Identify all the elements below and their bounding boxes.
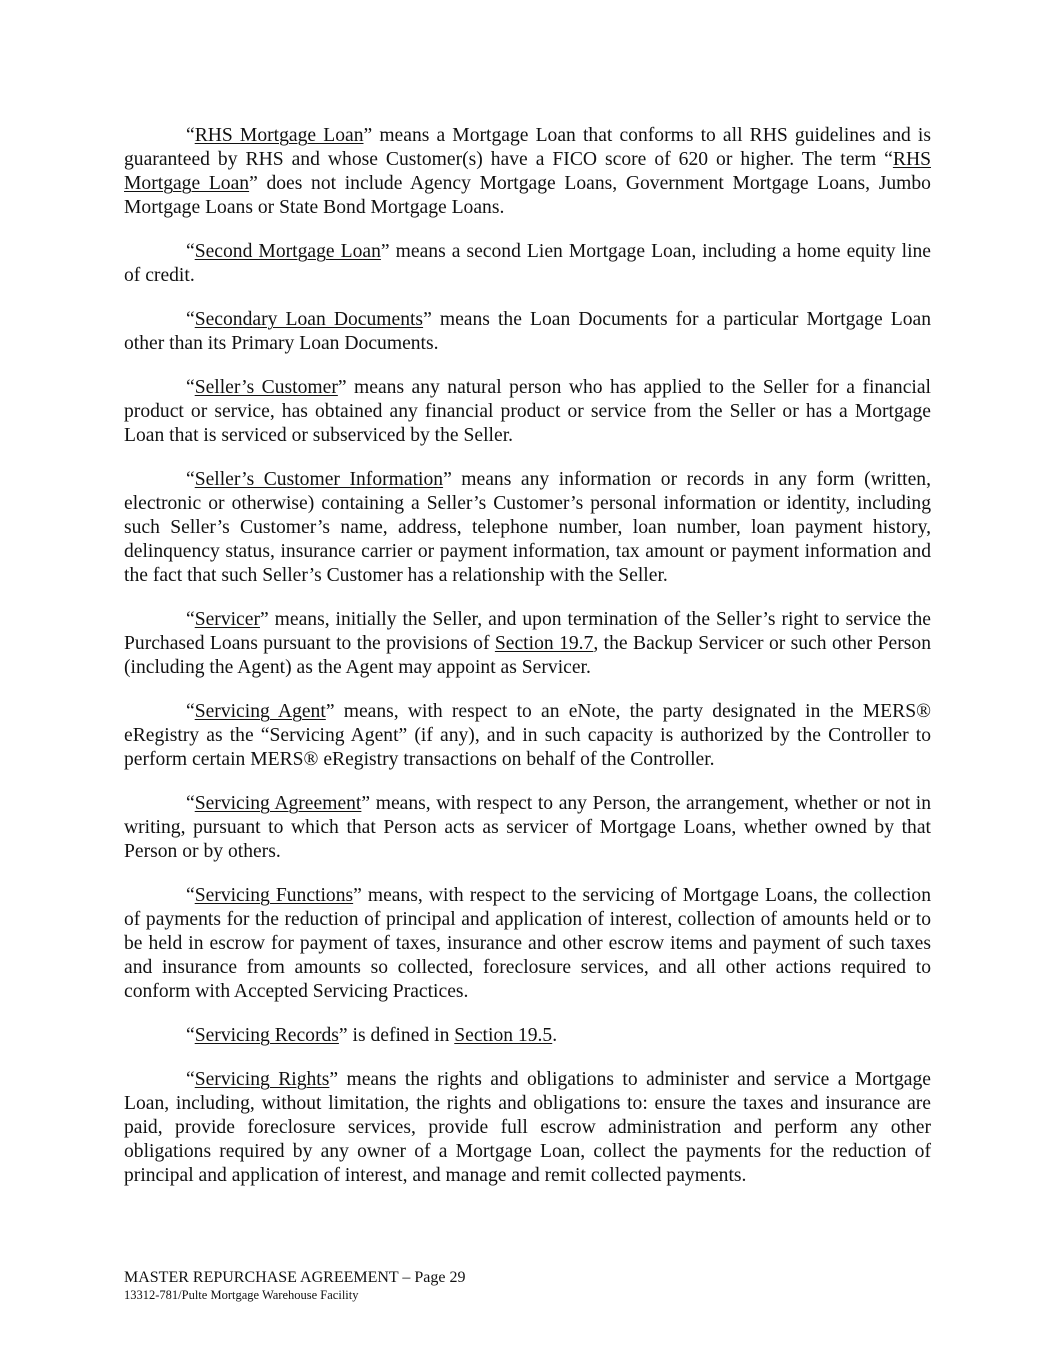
open-quote: “ <box>186 469 195 490</box>
definition-sellers-customer <box>124 376 931 448</box>
definition-text: ” means, with respect to the servicing of Mortgage Loans, the collection of payments for the reduction of principal and application of interest, collection of amounts held or to be held in escrow for payment of taxes, insurance and other escrow items and payment of such taxes and insurance from amounts so collected, foreclosure services, and all other actions required to conform with Accepted Servicing Practices. <box>124 885 931 1002</box>
definition-second-mortgage-loan <box>124 240 931 288</box>
definition-text: ” means, with respect to any Person, the arrangement, whether or not in writing, pursuant to which that Person acts as servicer of Mortgage Loans, whether owned by that Person or by others. <box>124 793 931 862</box>
definition-text: ” means the rights and obligations to administer and service a Mortgage Loan, including, without limitation, the rights and obligations to: ensure the taxes and insurance are paid, provide foreclosure services, provide full escrow administration and perform any other obligations required by any owner of a Mortgage Loan, collect the payments for the reduction of principal and application of interest, and manage and remit collected payments. <box>124 1069 931 1186</box>
section-reference: Section 19.7 <box>494 633 594 654</box>
open-quote: “ <box>186 701 195 722</box>
open-quote: “ <box>186 885 195 906</box>
defined-term: Servicing Agent <box>194 701 326 722</box>
definition-servicing-functions <box>124 884 931 1004</box>
definition-text: ” means, with respect to an eNote, the party designated in the MERS® eRegistry as the “Servicing Agent” (if any), and in such capacity is authorized by the Controller to perform certain MERS® eRegistry transactions on behalf of the Controller. <box>124 701 932 770</box>
footer-subtitle: 13312-781/Pulte Mortgage Warehouse Facility <box>124 1288 359 1302</box>
definition-text: ” is defined in <box>338 1025 455 1046</box>
definition-text: ” means any information or records in any form (written, electronic or otherwise) containing a Seller’s Customer’s personal information or identity, including such Seller’s Customer’s name, address, telephone number, loan number, loan payment history, delinquency status, insurance carrier or payment information, tax amount or payment information and the fact that such Seller’s Customer has a relationship with the Seller. <box>124 469 931 586</box>
definition-secondary-loan-documents <box>124 308 931 356</box>
definition-text: ” means a Mortgage Loan that conforms to all RHS guidelines and is guaranteed by RHS and whose Customer(s) have a FICO score of 620 or higher. The term “ <box>124 125 931 170</box>
section-reference: Section 19.5 <box>454 1025 553 1046</box>
open-quote: “ <box>186 609 195 630</box>
defined-term: Seller’s Customer Information <box>194 469 444 490</box>
definition-text: ” means a second Lien Mortgage Loan, including a home equity line of credit. <box>124 241 932 286</box>
definition-servicing-agreement <box>124 792 931 864</box>
document-body <box>124 124 931 1208</box>
definition-servicing-rights <box>124 1068 931 1188</box>
defined-term: Servicer <box>194 609 260 630</box>
definition-servicing-records <box>124 1024 931 1048</box>
definition-text: ” does not include Agency Mortgage Loans, Government Mortgage Loans, Jumbo Mortgage Loans or State Bond Mortgage Loans. <box>124 173 931 218</box>
definition-rhs-mortgage-loan <box>124 124 931 220</box>
definition-servicer <box>124 608 931 680</box>
defined-term: Second Mortgage Loan <box>194 241 381 262</box>
defined-term: Servicing Agreement <box>194 793 362 814</box>
open-quote: “ <box>186 125 195 146</box>
open-quote: “ <box>186 309 195 330</box>
open-quote: “ <box>186 793 195 814</box>
definition-text: ” means, initially the Seller, and upon termination of the Seller’s right to service the Purchased Loans pursuant to the provisions of <box>124 609 931 654</box>
definition-servicing-agent <box>124 700 931 772</box>
footer-title: MASTER REPURCHASE AGREEMENT – Page 29 <box>124 1269 466 1286</box>
definition-text: ” means the Loan Documents for a particular Mortgage Loan other than its Primary Loan Documents. <box>124 309 931 354</box>
term-reference: RHS Mortgage Loan <box>124 149 931 194</box>
open-quote: “ <box>186 1069 195 1090</box>
definition-sellers-customer-information <box>124 468 931 588</box>
defined-term: Secondary Loan Documents <box>194 309 424 330</box>
open-quote: “ <box>186 241 195 262</box>
open-quote: “ <box>186 377 195 398</box>
open-quote: “ <box>186 1025 195 1046</box>
definition-text: ” means any natural person who has applied to the Seller for a financial product or service, has obtained any financial product or service from the Seller or has a Mortgage Loan that is serviced or subserviced by the Seller. <box>124 377 931 446</box>
definition-text: , the Backup Servicer or such other Person (including the Agent) as the Agent may appoint as Servicer. <box>124 633 931 678</box>
defined-term: Seller’s Customer <box>194 377 338 398</box>
defined-term: Servicing Functions <box>194 885 354 906</box>
defined-term: Servicing Records <box>194 1025 339 1046</box>
defined-term: RHS Mortgage Loan <box>194 125 364 146</box>
definition-text: . <box>552 1025 558 1046</box>
defined-term: Servicing Rights <box>194 1069 330 1090</box>
page-footer <box>124 1268 466 1303</box>
